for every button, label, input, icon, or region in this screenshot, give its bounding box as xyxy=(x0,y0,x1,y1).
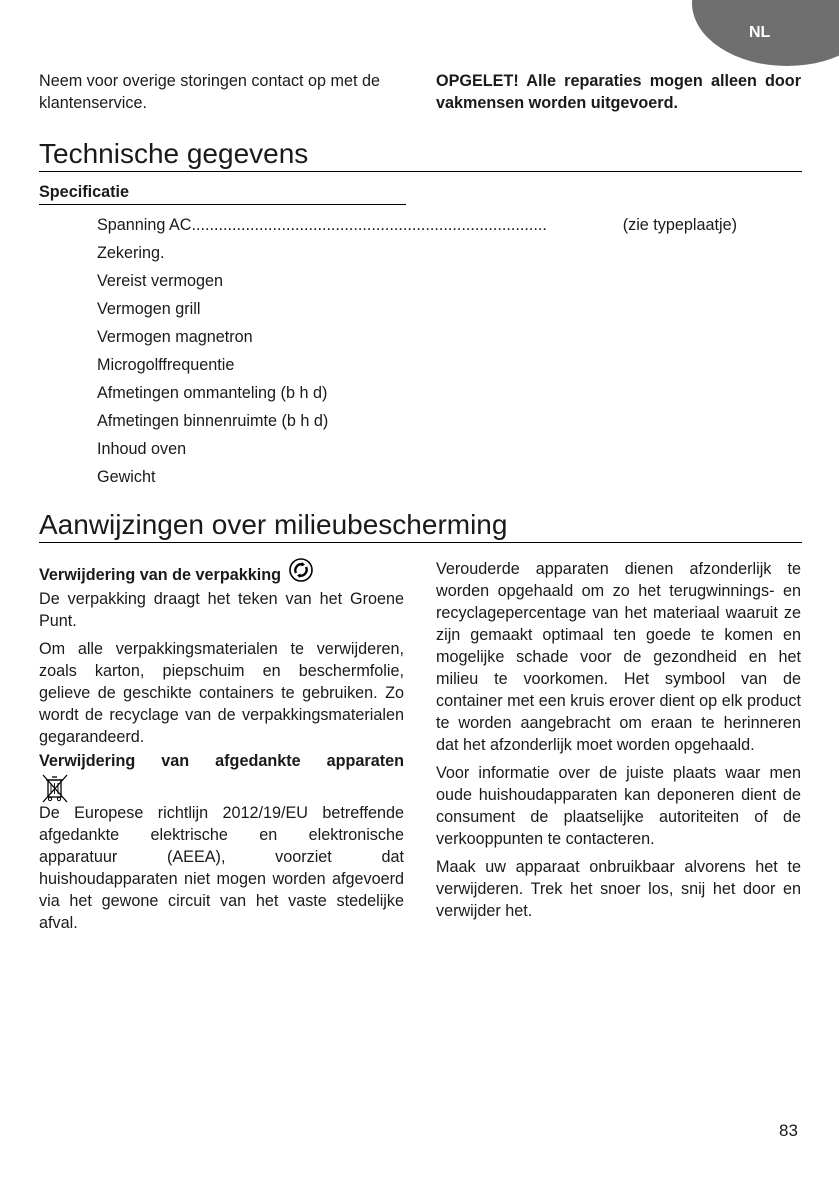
recycling-text: Verouderde apparaten dienen afzonderlijk te worden opgehaald om zo het terugwinnings- en recyclagepercentage van het materiaal waaruit ze zijn gemaakt optimaal ten goede te komen en mogelijke schade voor de gezondheid en het milieu te voorkomen. Het symbool van de container met een kruis erover dient op elk product te worden aangebracht om eraan te herinneren dat het afzonderlijk moet worden opgehaald. xyxy=(436,560,801,754)
spec-row: Vermogen magnetron xyxy=(97,328,253,346)
tech-title: Technische gegevens xyxy=(39,138,802,172)
packaging-text-1: De verpakking draagt het teken van het Groene Punt. xyxy=(39,590,404,630)
warning-note: OPGELET! Alle reparaties mogen alleen door vakmensen worden uitgevoerd. xyxy=(436,72,801,112)
spec-row: Inhoud oven xyxy=(97,440,187,458)
green-dot-icon xyxy=(289,558,313,588)
spec-label: Spanning AC xyxy=(97,216,192,234)
packaging-text-2: Om alle verpakkingsmaterialen te verwijderen, zoals karton, piepschuim en beschermfolie, gelieve de geschikte containers te gebruiken. Zo wordt de recyclage van de verpakkingsmaterialen gegarandeerd. xyxy=(39,640,404,746)
service-note: Neem voor overige storingen contact op met de klantenservice. xyxy=(39,72,381,112)
spec-row: Gewicht xyxy=(97,468,156,486)
spec-list xyxy=(97,211,737,491)
language-tab-label: NL xyxy=(749,24,771,41)
spec-row: Vereist vermogen xyxy=(97,272,223,290)
top-left-column xyxy=(39,70,404,114)
spec-value: (zie typeplaatje) xyxy=(622,216,737,234)
spec-row: Zekering. xyxy=(97,244,165,262)
weee-bin-icon xyxy=(39,772,404,802)
spec-row: Afmetingen ommanteling (b h d) xyxy=(97,384,328,402)
env-title: Aanwijzingen over milieubescherming xyxy=(39,509,802,543)
top-right-column xyxy=(436,70,801,114)
spec-heading: Specificatie xyxy=(39,183,406,205)
appliance-heading: Verwijdering van afgedankte apparaten xyxy=(39,752,404,770)
spec-row: Afmetingen binnenruimte (b h d) xyxy=(97,412,329,430)
spec-row: Microgolffrequentie xyxy=(97,356,235,374)
appliance-text: De Europese richtlijn 2012/19/EU betreffende afgedankte elektrische en elektronische apparatuur (AEEA), voorziet dat huishoudapparaten niet mogen worden afgevoerd via het gewone circuit van het vaste stedelijke afval. xyxy=(39,804,404,932)
spec-row: Vermogen grill xyxy=(97,300,201,318)
packaging-heading xyxy=(39,558,404,588)
unusable-text: Maak uw apparaat onbruikbaar alvorens het te verwijderen. Trek het snoer los, snij het door en verwijder het. xyxy=(436,858,801,920)
env-left-column xyxy=(39,558,404,934)
spec-row xyxy=(97,211,737,239)
page-number: 83 xyxy=(779,1121,798,1140)
disposal-info-text: Voor informatie over de juiste plaats waar men oude huishoudapparaten kan deponeren dient de consument de plaatselijke autoriteiten of de verkooppunten te contacteren. xyxy=(436,764,801,848)
env-right-column xyxy=(436,558,801,922)
spec-dots: ............................................................................... xyxy=(191,216,547,234)
packaging-heading-text: Verwijdering van de verpakking xyxy=(39,566,282,584)
